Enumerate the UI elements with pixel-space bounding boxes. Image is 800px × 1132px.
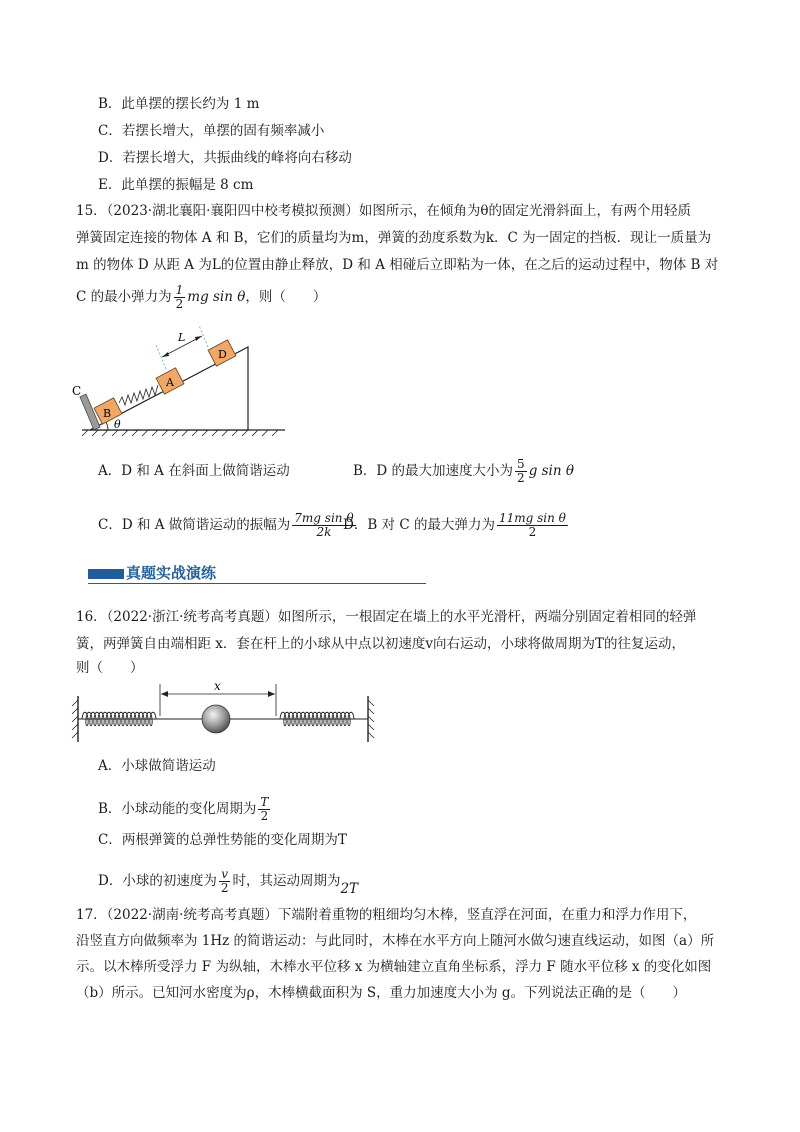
label-c: C [72, 384, 82, 398]
label-d: D [218, 348, 227, 361]
section-title: 真题实战演练 [126, 564, 217, 582]
q16-stem-line1: 16．（2022·浙江·统考高考真题）如图所示，一根固定在墙上的水平光滑杆，两端分别固定着相同的轻弹 [76, 609, 697, 625]
q15-option-d: D．B 对 C 的最大弹力为 $\frac{\text{11mg sin θ}}{2}$ [343, 511, 566, 539]
section-banner [88, 562, 426, 584]
l-guide-right [198, 325, 208, 347]
q16-spring-figure [68, 678, 378, 746]
q15-min-force-prefix: C 的最小弹力为 [76, 289, 172, 305]
q15-option-c: C．D 和 A 做简谐运动的振幅为 $\frac{\text{7mg sin θ}}{2k}$ [98, 511, 354, 539]
q15-option-a: A．D 和 A 在斜面上做简谐运动 [98, 463, 290, 479]
q17-stem-line1: 17．（2022·湖南·统考高考真题）下端附着重物的粗细均匀木棒，竖直浮在河面，在重力和浮力作用下， [76, 907, 697, 923]
q17-stem-line2: 沿竖直方向做频率为 1Hz 的简谐运动：与此同时，木棒在水平方向上随河水做匀速直线运动，如图（a）所 [76, 933, 715, 949]
l-guide-left [156, 345, 166, 369]
q15-stem-line2: 弹簧固定连接的物体 A 和 B，它们的质量均为m，弹簧的劲度系数为k．C 为一固定的挡板．现让一质量为 [76, 230, 712, 246]
label-x: x [214, 679, 221, 693]
banner-underline [88, 583, 426, 584]
q16-option-b: B．小球动能的变化周期为 $\frac{T}{2}$ [98, 795, 269, 823]
q14-option-b: B．此单摆的摆长约为 1 m [98, 96, 260, 112]
label-b: B [103, 407, 112, 420]
q17-stem-line4: （b）所示。已知河水密度为ρ，木棒横截面积为 S，重力加速度大小为 g。下列说法正确的是（ ） [76, 985, 687, 1001]
q15-stem-line1: 15．（2023·湖北襄阳·襄阳四中校考模拟预测）如图所示，在倾角为θ的固定光滑斜面上，有两个用轻质 [76, 203, 691, 219]
q15-min-force-expr: mg sin θ [187, 289, 246, 305]
q14-option-c: C．若摆长增大，单摆的固有频率减小 [98, 123, 325, 139]
q16-stem-line3: 则（ ） [76, 660, 144, 676]
q15-min-force-fraction: $\frac{1}{2}$ [175, 283, 184, 311]
label-l: L [178, 331, 186, 344]
q15-option-b: B．D 的最大加速度大小为 $\frac{5}{2}$ g sin θ [353, 457, 574, 485]
q17-stem-line3: 示。以木棒所受浮力 F 为纵轴，木棒水平位移 x 为横轴建立直角坐标系，浮力 F 随水平位移 x 的变化如图 [76, 959, 712, 975]
q15-stem-line4 [76, 284, 326, 311]
theta-label: θ [114, 418, 121, 431]
banner-accent-bar [88, 569, 124, 579]
ground-hatching [82, 430, 278, 436]
q15-question-suffix: ，则（ ） [245, 289, 327, 305]
q16-option-d: D．小球的初速度为 $\frac{v}{2}$ 时，其运动周期为2T [98, 867, 359, 897]
q15-stem-line3: m 的物体 D 从距 A 为L的位置由静止释放，D 和 A 相碰后立即粘为一体，在之后的运动过程中，物体 B 对 [76, 257, 719, 273]
q16-stem-line2: 簧，两弹簧自由端相距 x．套在杆上的小球从中点以初速度v向右运动，小球将做周期为T的往复运动， [76, 636, 686, 652]
q16-option-c: C．两根弹簧的总弹性势能的变化周期为T [98, 832, 347, 848]
ball [202, 705, 230, 733]
right-spring [276, 712, 368, 726]
label-a: A [166, 376, 174, 389]
q14-option-d: D．若摆长增大，共振曲线的峰将向右移动 [98, 150, 352, 166]
q14-option-e: E．此单摆的振幅是 8 cm [98, 177, 254, 193]
q15-incline-figure [70, 325, 290, 440]
q16-option-a: A．小球做简谐运动 [98, 758, 216, 774]
